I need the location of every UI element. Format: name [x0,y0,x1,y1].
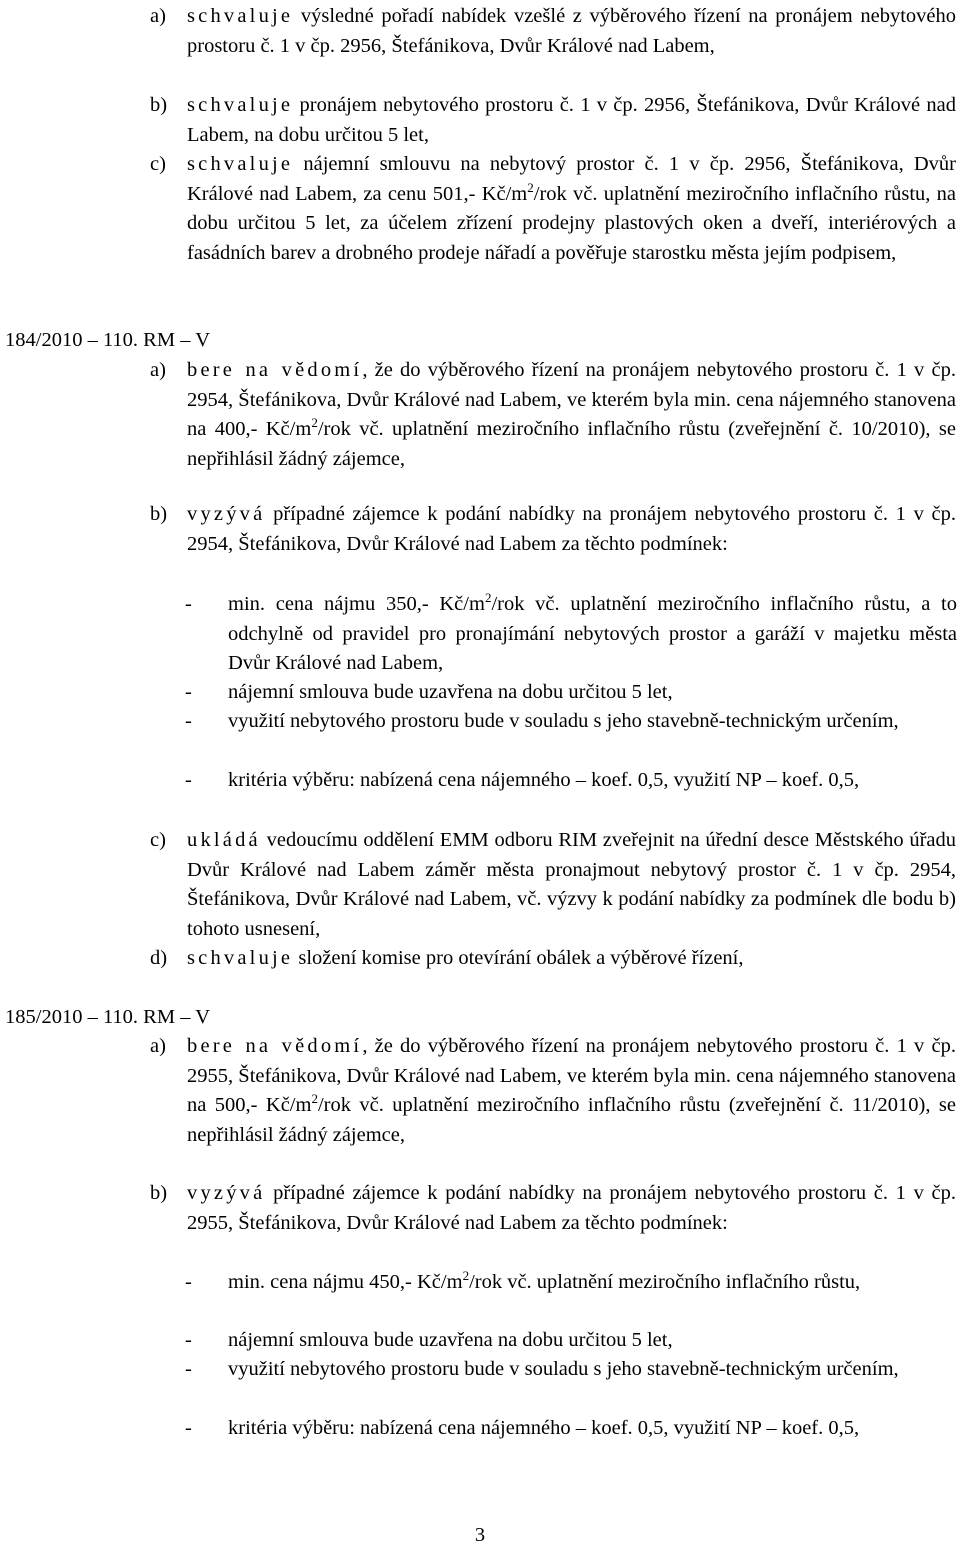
bullet-dash: - [185,681,192,703]
resolution-184-heading: 184/2010 – 110. RM – V [5,329,211,351]
res185-bullet [185,1268,957,1298]
bullet-dash: - [185,1417,192,1439]
item-text: vyzývá případné zájemce k podání nabídky na pronájem nebytového prostoru č. 1 v čp. 2954, Štefánikova, Dvůr Králové nad Labem za těchto podmínek: [187,503,956,555]
bullet-text: nájemní smlouva bude uzavřena na dobu určitou 5 let, [228,681,673,703]
item-text: ukládá vedoucímu oddělení EMM odboru RIM zveřejnit na úřední desce Městského úřadu Dvůr Králové nad Labem záměr města pronajmout nebytový prostor č. 1 v čp. 2954, Štefánikova, Dvůr Králové nad Labem, vč. výzvy k podání nabídky za podmínek dle bodu b) tohoto usnesení, [187,829,956,940]
item-verb: schvaluje [187,94,294,116]
item-verb: bere na vědomí [187,359,363,381]
bullet-dash: - [185,1271,192,1293]
page-number: 3 [474,1524,486,1546]
res184-bullet [185,678,957,708]
bullet-text: využití nebytového prostoru bude v souladu s jeho stavebně-technickým určením, [228,1358,899,1380]
res184-bullet [185,766,957,796]
item-label: d) [150,947,168,969]
item-verb: vyzývá [187,503,266,525]
bullet-text: min. cena nájmu 450,- $Kč/m^2$/rok vč. uplatnění meziročního inflačního růstu, [228,1268,861,1293]
bullet-text: kritéria výběru: nabízená cena nájemného – koef. 0,5, využití NP – koef. 0,5, [228,769,860,791]
bullet-dash: - [185,769,192,791]
item-text: schvaluje složení komise pro otevírání obálek a výběrové řízení, [187,947,744,969]
res185-bullet [185,1326,957,1356]
top-item-a [150,2,956,61]
res185-item-a [150,1032,956,1150]
item-label: a) [150,5,166,27]
bullet-dash: - [185,1358,192,1380]
item-text: bere na vědomí, že do výběrového řízení na pronájem nebytového prostoru č. 1 v čp. 2955, Štefánikova, Dvůr Králové nad Labem, ve kterém byla min. cena nájemného stanovena na 500,- $Kč/m^2$/rok vč. uplatnění meziročního inflačního růstu (zveřejnění č. 11/2010), se nepřihlásil žádný zájemce, [187,1035,956,1146]
top-item-b [150,91,956,150]
item-text: bere na vědomí, že do výběrového řízení na pronájem nebytového prostoru č. 1 v čp. 2954, Štefánikova, Dvůr Králové nad Labem, ve kterém byla min. cena nájemného stanovena na 400,- $Kč/m^2$/rok vč. uplatnění meziročního inflačního růstu (zveřejnění č. 10/2010), se nepřihlásil žádný zájemce, [187,359,956,470]
res185-bullet [185,1414,957,1444]
bullet-text: nájemní smlouva bude uzavřena na dobu určitou 5 let, [228,1329,673,1351]
bullet-text: min. cena nájmu 350,- $Kč/m^2$/rok vč. uplatnění meziročního inflačního růstu, a to odchylně od pravidel pro pronajímání nebytových prostor a garáží v majetku města Dvůr Králové nad Labem, [228,590,957,674]
item-label: a) [150,359,166,381]
item-label: c) [150,153,166,175]
item-verb: bere na vědomí [187,1035,363,1057]
item-verb: ukládá [187,829,261,851]
item-verb: schvaluje [187,153,294,175]
res184-bullet [185,707,957,737]
item-verb: schvaluje [187,947,294,969]
item-label: b) [150,94,168,116]
bullet-dash: - [185,710,192,732]
resolution-185-heading: 185/2010 – 110. RM – V [5,1006,211,1028]
item-text: schvaluje nájemní smlouvu na nebytový prostor č. 1 v čp. 2956, Štefánikova, Dvůr Králové nad Labem, za cenu 501,- $Kč/m^2$/rok vč. uplatnění meziročního inflačního růstu, na dobu určitou 5 let, za účelem zřízení prodejny plastových oken a dveří, interiérových a fasádních barev a drobného prodeje nářadí a pověřuje starostku města jejím podpisem, [187,153,957,264]
res184-item-c [150,826,956,944]
item-text: schvaluje výsledné pořadí nabídek vzešlé z výběrového řízení na pronájem nebytového prostoru č. 1 v čp. 2956, Štefánikova, Dvůr Králové nad Labem, [187,5,956,57]
item-verb: vyzývá [187,1182,266,1204]
bullet-text: využití nebytového prostoru bude v souladu s jeho stavebně-technickým určením, [228,710,899,732]
item-text: schvaluje pronájem nebytového prostoru č. 1 v čp. 2956, Štefánikova, Dvůr Králové nad Labem, na dobu určitou 5 let, [187,94,956,146]
item-label: b) [150,1182,168,1204]
res184-item-a [150,356,956,474]
bullet-text: kritéria výběru: nabízená cena nájemného – koef. 0,5, využití NP – koef. 0,5, [228,1417,860,1439]
item-label: a) [150,1035,166,1057]
res184-bullet [185,590,957,679]
item-label: c) [150,829,166,851]
item-text: vyzývá případné zájemce k podání nabídky na pronájem nebytového prostoru č. 1 v čp. 2955, Štefánikova, Dvůr Králové nad Labem za těchto podmínek: [187,1182,956,1234]
item-label: b) [150,503,168,525]
res184-item-d [150,944,956,974]
res185-bullet [185,1355,957,1385]
item-verb: schvaluje [187,5,294,27]
res184-item-b [150,500,956,559]
bullet-dash: - [185,593,192,615]
top-item-c [150,150,956,268]
bullet-dash: - [185,1329,192,1351]
res185-item-b [150,1179,956,1238]
